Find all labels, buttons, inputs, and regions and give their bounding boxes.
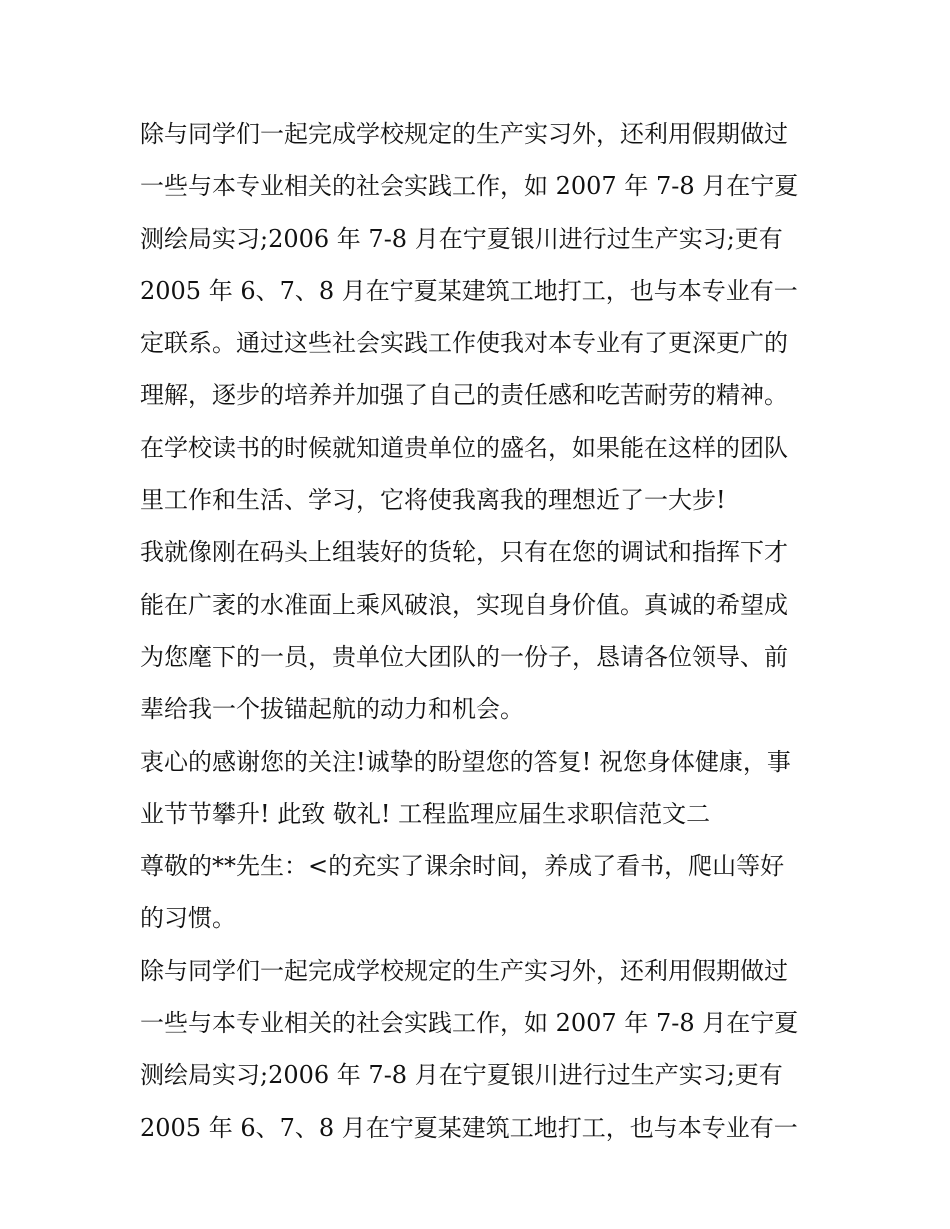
text-line: 定联系。通过这些社会实践工作使我对本专业有了更深更广的 [140,329,788,358]
text-line: 里工作和生活、学习，它将使我离我的理想近了一大步! [140,486,726,515]
text-line: 2005 年 6、7、8 月在宁夏某建筑工地打工，也与本专业有一 [140,276,798,305]
text-line: 的习惯。 [140,904,236,933]
text-line: 在学校读书的时候就知道贵单位的盛名，如果能在这样的团队 [140,433,788,462]
body-text [140,108,820,1154]
text-line: 我就像刚在码头上组装好的货轮，只有在您的调试和指挥下才 [140,538,788,567]
text-line: 除与同学们一起完成学校规定的生产实习外，还利用假期做过 [140,120,788,148]
text-line: 一些与本专业相关的社会实践工作，如 2007 年 7-8 月在宁夏 [140,172,799,201]
text-line: 测绘局实习;2006 年 7-8 月在宁夏银川进行过生产实习;更有 [140,224,783,253]
text-line: 尊敬的**先生：<的充实了课余时间，养成了看书，爬山等好 [140,852,785,881]
text-line: 为您麾下的一员，贵单位大团队的一份子，恳请各位领导、前 [140,642,788,671]
text-line: 衷心的感谢您的关注!诚挚的盼望您的答复! 祝您身体健康，事 [140,747,791,776]
text-line: 一些与本专业相关的社会实践工作，如 2007 年 7-8 月在宁夏 [140,1009,799,1038]
text-line: 测绘局实习;2006 年 7-8 月在宁夏银川进行过生产实习;更有 [140,1061,783,1090]
text-line: 业节节攀升! 此致 敬礼! 工程监理应届生求职信范文二 [140,799,711,828]
text-line: 能在广袤的水准面上乘风破浪，实现自身价值。真诚的希望成 [140,590,788,619]
text-line: 除与同学们一起完成学校规定的生产实习外，还利用假期做过 [140,956,788,985]
text-line: 辈给我一个拔锚起航的动力和机会。 [140,695,524,724]
text-line: 2005 年 6、7、8 月在宁夏某建筑工地打工，也与本专业有一 [140,1113,798,1142]
text-line: 理解，逐步的培养并加强了自己的责任感和吃苦耐劳的精神。 [140,381,788,410]
